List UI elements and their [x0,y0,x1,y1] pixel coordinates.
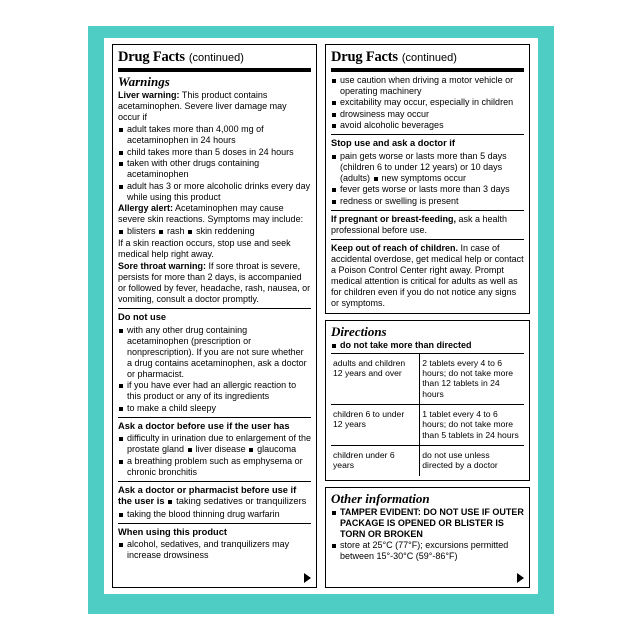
list-item: do not take more than directed [331,340,524,351]
label-columns [112,44,530,588]
list-item [331,151,524,184]
liver-warning-label: Liver warning: [118,90,180,101]
list-item: drowsiness may occur [331,109,524,120]
list-item: avoid alcoholic beverages [331,120,524,131]
allergy-alert [118,203,311,225]
ask-doctor-heading: Ask a doctor before use if the user has [118,420,290,431]
stop-use-bullet-text: pain gets worse or lasts more than 5 days (children 6 to under 12 years) or 10 days (adults) [340,150,507,183]
liver-warning-text: This product contains acetaminophen. Severe liver damage may occur if [118,90,287,123]
left-panel [112,44,317,588]
dosage-age-group: adults and children 12 years and over [331,353,420,404]
liver-warning-bullets [118,124,311,202]
list-item: glaucoma [248,444,296,455]
list-item [118,433,311,455]
right-column [325,44,530,588]
sore-throat-text: If sore throat is severe, persists for more than 2 days, is accompanied or followed by fever, headache, rash, nausea, or vomiting, consult a doctor promptly. [118,261,311,305]
when-using-heading: When using this product [118,526,227,537]
sore-throat-label: Sore throat warning: [118,261,207,272]
list-item: liver disease [187,444,246,455]
list-item: skin reddening [187,226,255,237]
list-item: alcohol, sedatives, and tranquilizers may increase drowsiness [118,539,311,561]
keep-out-label: Keep out of reach of children. [331,242,459,253]
warnings-heading: Warnings [118,74,170,89]
dosage-amount: do not use unless directed by a doctor [420,446,524,476]
list-item: fever gets worse or lasts more than 3 days [331,184,524,195]
divider [331,134,524,135]
list-item: taking the blood thinning drug warfarin [118,509,311,520]
pregnant-warning-label: If pregnant or breast-feeding, [331,213,457,224]
list-item: rash [158,226,185,237]
allergy-alert-symptoms [118,226,311,237]
drug-facts-continued: (continued) [401,52,457,64]
table-row [331,353,524,404]
drug-facts-title: Drug Facts [118,49,185,65]
drug-facts-header-right [331,49,524,72]
list-item: if you have ever had an allergic reaction to this product or any of its ingredients [118,380,311,402]
dosage-age-group: children under 6 years [331,446,420,476]
directions-heading: Directions [331,323,387,339]
list-item: taking sedatives or tranquilizers [167,496,306,508]
list-item: adult takes more than 4,000 mg of acetaminophen in 24 hours [118,124,311,146]
list-item: excitability may occur, especially in children [331,97,524,108]
directions-lead-bullet [331,340,524,351]
drug-facts-continued: (continued) [188,52,244,64]
divider [118,523,311,524]
keep-out-of-reach [331,243,524,309]
drug-facts-header-left [118,49,311,72]
left-column [112,44,317,588]
divider [118,481,311,482]
list-item: TAMPER EVIDENT: DO NOT USE IF OUTER PACKAGE IS OPENED OR BLISTER IS TORN OR BROKEN [331,507,524,540]
right-warnings-continued [331,75,524,309]
continuation-arrow-icon [304,573,311,583]
warnings-section [118,75,311,561]
allergy-alert-footer: If a skin reaction occurs, stop use and seek medical help right away. [118,238,291,260]
pregnant-warning-text: ask a health professional before use. [331,213,508,235]
divider [118,308,311,309]
list-item: a breathing problem such as emphysema or chronic bronchitis [118,456,311,478]
pregnant-warning [331,214,524,236]
list-item: use caution when driving a motor vehicle or operating machinery [331,75,524,97]
list-item: child takes more than 5 doses in 24 hours [118,147,311,158]
divider [118,417,311,418]
other-information-heading: Other information [331,490,430,506]
list-item: new symptoms occur [373,173,467,184]
list-item: blisters [118,226,156,237]
list-item: store at 25°C (77°F); excursions permitted between 15°-30°C (59°-86°F) [331,540,524,562]
ask-pharmacist-heading-text: Ask a doctor or pharmacist before use if the user is [118,484,297,507]
ask-pharmacist-bullets [118,509,311,520]
liver-warning [118,90,311,123]
other-information-panel [325,487,530,588]
list-item: redness or swelling is present [331,196,524,207]
ask-doctor-bullet-text: difficulty in urination due to enlargement of the prostate gland [127,433,311,455]
do-not-use-heading: Do not use [118,312,167,323]
dosage-amount: 2 tablets every 4 to 6 hours; do not take more than 12 tablets in 24 hours [420,353,524,404]
allergy-alert-text: Acetaminophen may cause severe skin reactions. Symptoms may include: [118,203,304,225]
allergy-alert-label: Allergy alert: [118,203,174,214]
keep-out-text: In case of accidental overdose, get medical help or contact a Poison Control Center right away. Prompt medical attention is critical for adults as well as for children even if you do not notice any signs or symptoms. [331,242,524,308]
ask-doctor-bullets [118,433,311,477]
do-not-use-bullets [118,325,311,414]
sore-throat-warning [118,261,311,305]
divider [331,239,524,240]
list-item: to make a child sleepy [118,403,311,414]
table-row [331,446,524,476]
divider [331,210,524,211]
list-item: taken with other drugs containing acetaminophen [118,158,311,180]
other-information-bullets [331,507,524,562]
ask-pharmacist-heading [118,485,311,508]
list-item: adult has 3 or more alcoholic drinks every day while using this product [118,181,311,203]
dosage-age-group: children 6 to under 12 years [331,405,420,446]
right-panel-warnings [325,44,530,314]
dosage-amount: 1 tablet every 4 to 6 hours; do not take more than 5 tablets in 24 hours [420,405,524,446]
when-using-bullets [118,539,311,561]
list-item: with any other drug containing acetaminophen (prescription or nonprescription). If you are not sure whether a drug contains acetaminophen, ask a doctor or pharmacist. [118,325,311,380]
drug-facts-title: Drug Facts [331,49,398,65]
when-using-continued-bullets [331,75,524,131]
dosage-table [331,353,524,476]
stop-use-bullets [331,151,524,207]
table-row [331,405,524,446]
stop-use-heading: Stop use and ask a doctor if [331,138,455,149]
directions-panel [325,320,530,481]
continuation-arrow-icon [517,573,524,583]
